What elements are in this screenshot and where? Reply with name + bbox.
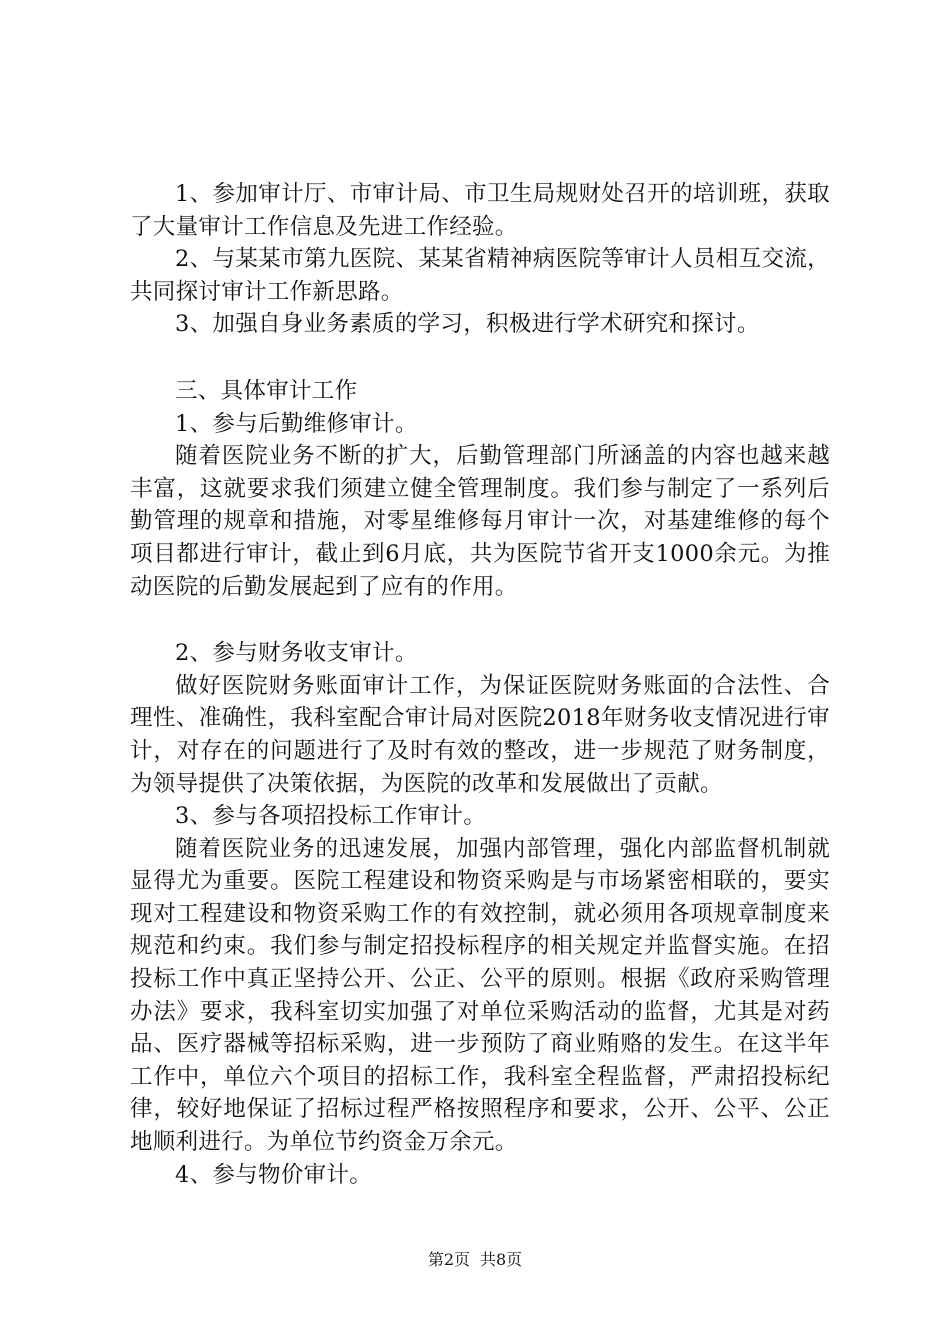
paragraph-logistics-audit: 随着医院业务不断的扩大，后勤管理部门所涵盖的内容也越来越丰富，这就要求我们须建立健全管理制度。我们参与制定了一系列后勤管理的规章和措施，对零星维修每月审计一次，对基建维修的每个项目都进行审计，截止到6月底，共为医院节省开支1000余元。为推动医院的后勤发展起到了应有的作用。 — [130, 443, 830, 600]
document-body — [130, 178, 830, 1191]
paragraph-gap — [130, 603, 830, 637]
paragraph-finance-audit: 做好医院财务账面审计工作，为保证医院财务账面的合法性、合理性、准确性，我科室配合审计局对医院2018年财务收支情况进行审计，对存在的问题进行了及时有效的整改，进一步规范了财务制度，为领导提供了决策依据，为医院的改革和发展做出了贡献。 — [130, 672, 830, 797]
paragraph-gap — [130, 341, 830, 375]
subheading-finance-audit: 2、参与财务收支审计。 — [175, 640, 418, 667]
paragraph-training: 1、参加审计厅、市审计局、市卫生局规财处召开的培训班，获取了大量审计工作信息及先进工作经验。 — [130, 181, 830, 240]
page-number: 第2页 — [427, 1250, 470, 1269]
paragraph-study: 3、加强自身业务素质的学习，积极进行学术研究和探讨。 — [175, 311, 760, 338]
section-heading: 三、具体审计工作 — [175, 377, 358, 404]
paragraph-exchange: 2、与某某市第九医院、某某省精神病医院等审计人员相互交流，共同探讨审计工作新思路。 — [130, 246, 830, 305]
subheading-bidding-audit: 3、参与各项招投标工作审计。 — [175, 803, 487, 830]
page-total: 共8页 — [480, 1250, 523, 1269]
subheading-logistics-audit: 1、参与后勤维修审计。 — [175, 410, 418, 437]
paragraph-bidding-audit: 随着医院业务的迅速发展，加强内部管理，强化内部监督机制就显得尤为重要。医院工程建设和物资采购是与市场紧密相联的，要实现对工程建设和物资采购工作的有效控制，就必须用各项规章制度来规范和约束。我们参与制定招投标程序的相关规定并监督实施。在招投标工作中真正坚持公开、公正、公平的原则。根据《政府采购管理办法》要求，我科室切实加强了对单位采购活动的监督，尤其是对药品、医疗器械等招标采购，进一步预防了商业贿赂的发生。在这半年工作中，单位六个项目的招标工作，我科室全程监督，严肃招投标纪律，较好地保证了招标过程严格按照程序和要求，公开、公平、公正地顺利进行。为单位节约资金万余元。 — [130, 835, 830, 1156]
page-footer — [0, 1247, 950, 1270]
subheading-price-audit: 4、参与物价审计。 — [175, 1161, 373, 1188]
